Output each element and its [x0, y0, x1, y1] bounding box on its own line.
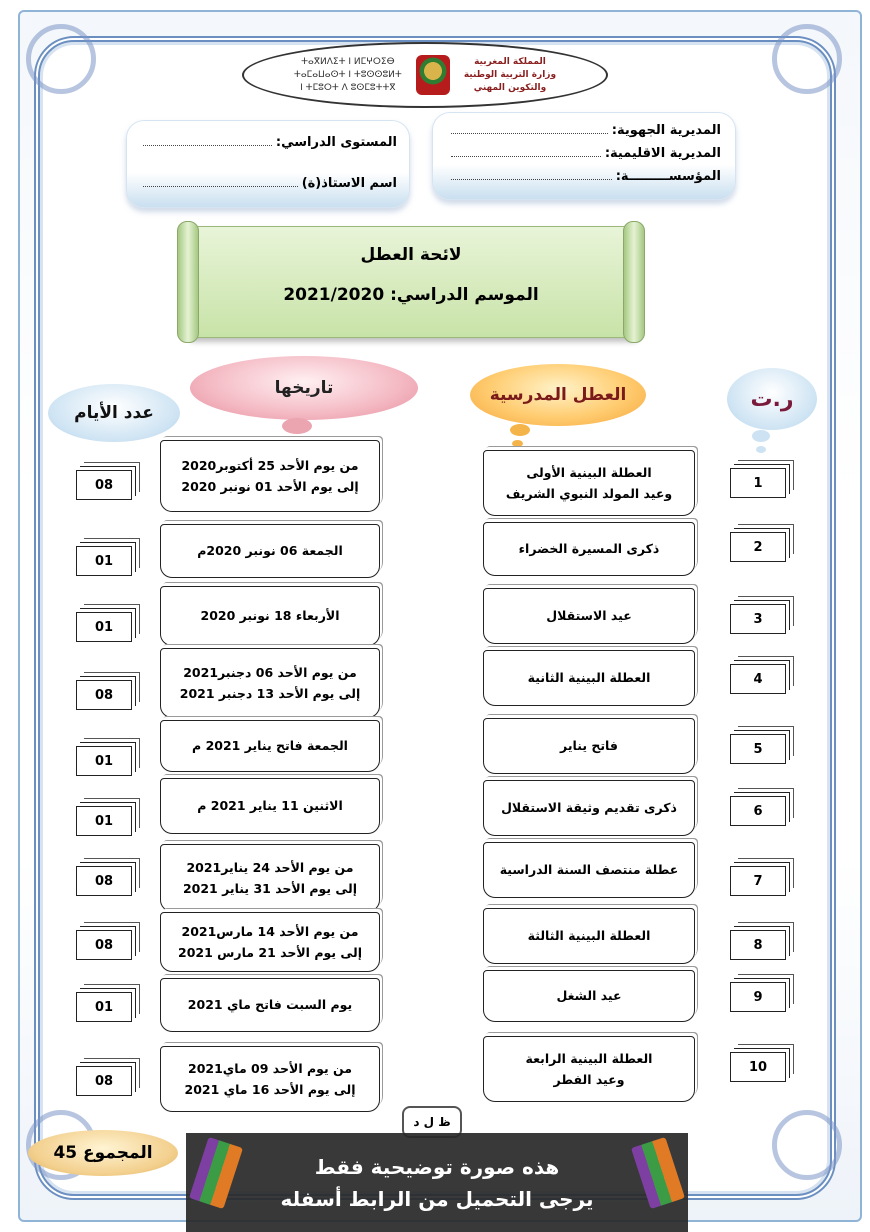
holiday-dates — [160, 524, 380, 578]
row-number: 6 — [730, 796, 786, 826]
seal-icon: ظ ل د — [402, 1106, 462, 1138]
total-label: المجموع — [83, 1143, 153, 1163]
holiday-dates — [160, 844, 380, 912]
holiday-name — [483, 650, 695, 706]
holiday-date-line: الأربعاء 18 نونبر 2020 — [200, 608, 340, 624]
holiday-date-line: من يوم الأحد 06 دجنبر2021 — [183, 664, 357, 680]
holiday-name-line: العطلة البينية الأولى — [526, 464, 652, 480]
holiday-dates — [160, 1046, 380, 1112]
fill-line — [143, 136, 272, 146]
holiday-dates — [160, 912, 380, 972]
ministry-header — [242, 42, 608, 108]
row-number: 9 — [730, 982, 786, 1012]
page-title: لائحة العطل — [360, 245, 462, 265]
fill-line — [451, 147, 601, 157]
holiday-date-line: الجمعة 06 نونبر 2020م — [197, 543, 343, 559]
holiday-name — [483, 450, 695, 516]
school-year-label: الموسم الدراسي: — [390, 285, 539, 305]
column-header-number: ر.ت — [727, 368, 817, 430]
holiday-name-line: ذكرى تقديم وثيقة الاستقلال — [501, 800, 677, 816]
administration-info-box — [432, 112, 736, 200]
header-line: ⵜⴰⴳⵍⴷⵉⵜ ⵏ ⵍⵎⵖⵔⵉⴱ — [301, 57, 395, 67]
holiday-name-line: ذكرى المسيرة الخضراء — [518, 541, 660, 557]
school-year-value: 2021/2020 — [283, 285, 385, 305]
holiday-date-line: من يوم الأحد 14 مارس2021 — [181, 923, 359, 939]
teacher-row — [139, 176, 397, 199]
regional-directorate-label: المديرية الجهوية: — [611, 123, 721, 138]
header-line: ⵏ ⵜⵎⵓⵔⵜ ⴷ ⵓⵙⵎⵓⵜⵜⴳ — [300, 83, 396, 93]
total-value: 45 — [53, 1143, 78, 1163]
holiday-name-line: وعيد الفطر — [553, 1072, 625, 1087]
days-count: 01 — [76, 546, 132, 576]
holiday-date-line: إلى يوم الأحد 31 يناير 2021 — [182, 881, 358, 896]
holiday-name-line: وعيد المولد النبوي الشريف — [505, 486, 673, 501]
fill-line — [451, 124, 608, 134]
holiday-name — [483, 522, 695, 576]
holiday-dates — [160, 778, 380, 834]
holiday-dates — [160, 648, 380, 718]
fill-line — [451, 170, 612, 180]
school-year — [187, 285, 635, 305]
holiday-name-line: العطلة البينية الرابعة — [525, 1050, 653, 1066]
cloud-bubble — [510, 424, 530, 436]
decorative-border — [34, 36, 836, 1200]
days-count: 01 — [76, 746, 132, 776]
cloud-bubble — [756, 446, 766, 453]
days-count: 08 — [76, 680, 132, 710]
holiday-name — [483, 1036, 695, 1102]
days-count: 01 — [76, 612, 132, 642]
holiday-name — [483, 908, 695, 964]
corner-swirl — [772, 1110, 842, 1180]
watermark-line-2: يرجى التحميل من الرابط أسفله — [280, 1186, 594, 1211]
holiday-date-line: من يوم الأحد 24 يناير2021 — [186, 859, 354, 875]
header-line: المملكة المغربية — [474, 57, 546, 67]
holiday-dates — [160, 720, 380, 772]
holiday-date-line: من يوم الأحد 25 أكتوبر2020 — [181, 457, 359, 473]
row-number: 10 — [730, 1052, 786, 1082]
holiday-name-line: عيد الشغل — [556, 988, 622, 1004]
days-count: 01 — [76, 806, 132, 836]
holiday-dates — [160, 586, 380, 646]
header-line: والتكوين المهني — [473, 83, 547, 93]
row-number: 7 — [730, 866, 786, 896]
row-number: 1 — [730, 468, 786, 498]
column-header-days: عدد الأيام — [48, 384, 180, 442]
holiday-date-line: إلى يوم الأحد 13 دجنبر 2021 — [179, 686, 361, 701]
level-row — [139, 135, 397, 158]
ministry-name-arabic — [464, 57, 556, 93]
teacher-label: اسم الاستاذ(ة) — [301, 176, 397, 191]
total-badge — [28, 1130, 178, 1176]
corner-swirl — [26, 24, 96, 94]
institution-row — [447, 169, 721, 192]
row-number: 5 — [730, 734, 786, 764]
class-info-box — [126, 120, 410, 208]
holiday-name — [483, 588, 695, 644]
fill-line — [143, 177, 298, 187]
holiday-date-line: الاثنين 11 يناير 2021 م — [197, 798, 343, 814]
holiday-name-line: عيد الاستقلال — [546, 608, 632, 624]
institution-label: المؤسســـــــــة: — [615, 169, 721, 184]
holiday-date-line: إلى يوم الأحد 21 مارس 2021 — [178, 945, 362, 960]
days-count: 08 — [76, 1066, 132, 1096]
holiday-name — [483, 780, 695, 836]
corner-swirl — [772, 24, 842, 94]
books-icon — [631, 1137, 685, 1209]
holiday-name — [483, 718, 695, 774]
regional-directorate-row — [447, 123, 721, 146]
header-line: وزارة التربية الوطنية — [463, 70, 557, 80]
holiday-date-line: إلى يوم الأحد 16 ماي 2021 — [184, 1082, 356, 1097]
holiday-name-line: العطلة البينية الثانية — [527, 670, 651, 686]
ministry-name-tifinagh — [294, 57, 402, 93]
title-scroll — [186, 226, 636, 338]
row-number: 4 — [730, 664, 786, 694]
holiday-name — [483, 842, 695, 898]
days-count: 01 — [76, 992, 132, 1022]
provincial-directorate-label: المديرية الاقليمية: — [604, 146, 721, 161]
royal-emblem-icon — [416, 55, 450, 95]
holiday-name-line: العطلة البينية الثالثة — [527, 928, 651, 944]
provincial-directorate-row — [447, 146, 721, 169]
watermark-banner — [186, 1133, 688, 1232]
holiday-dates — [160, 440, 380, 512]
days-count: 08 — [76, 470, 132, 500]
holiday-date-line: الجمعة فاتح يناير 2021 م — [192, 738, 348, 754]
days-count: 08 — [76, 866, 132, 896]
cloud-bubble — [282, 418, 312, 434]
holiday-name-line: فاتح يناير — [560, 738, 618, 754]
cloud-bubble — [752, 430, 770, 442]
row-number: 3 — [730, 604, 786, 634]
holiday-date-line: يوم السبت فاتح ماي 2021 — [187, 997, 353, 1013]
header-line: ⵜⴰⵎⴰⵡⴰⵙⵜ ⵏ ⵜⵓⵙⵙⵓⵍⵜ — [293, 70, 402, 80]
days-count: 08 — [76, 930, 132, 960]
holiday-name — [483, 970, 695, 1022]
column-header-holidays: العطل المدرسية — [470, 364, 646, 426]
holiday-dates — [160, 978, 380, 1032]
holiday-date-line: من يوم الأحد 09 ماي2021 — [188, 1060, 353, 1076]
cloud-bubble — [512, 440, 523, 447]
books-icon — [189, 1137, 243, 1209]
row-number: 2 — [730, 532, 786, 562]
row-number: 8 — [730, 930, 786, 960]
level-label: المستوى الدراسي: — [275, 135, 397, 150]
holiday-name-line: عطلة منتصف السنة الدراسية — [499, 862, 679, 878]
column-header-dates: تاريخها — [190, 356, 418, 420]
holiday-date-line: إلى يوم الأحد 01 نونبر 2020 — [181, 479, 359, 494]
watermark-line-1: هذه صورة توضيحية فقط — [314, 1154, 560, 1179]
